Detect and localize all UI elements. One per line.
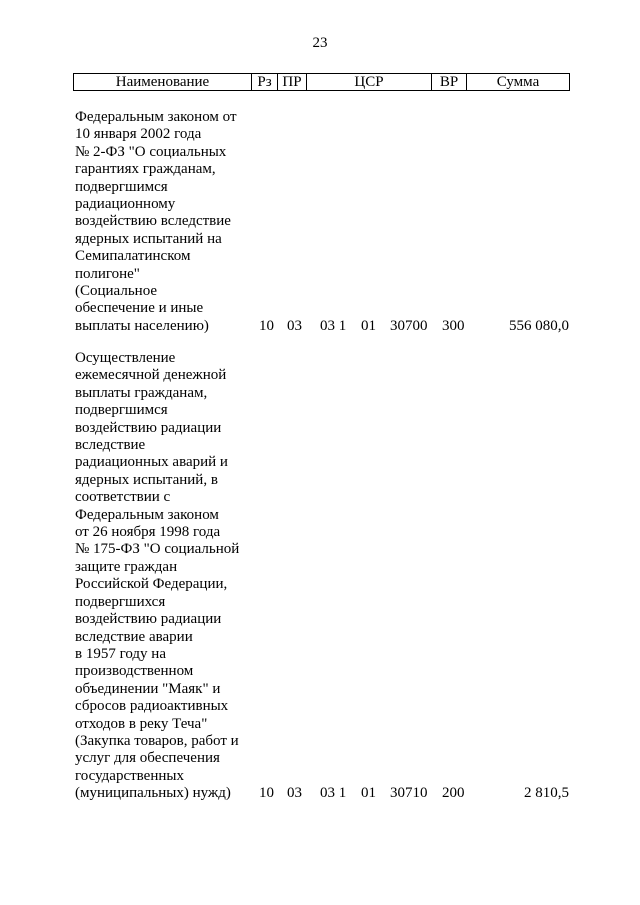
name-line: ядерных испытаний на [75,230,222,247]
table-header [73,73,570,91]
header-vr: ВР [432,74,467,90]
name-line: в 1957 году на [75,645,166,662]
row-2-csr-program: 03 1 [320,785,347,801]
name-line: Осуществление [75,350,176,366]
name-line: (муниципальных) нужд) [75,785,231,802]
name-line: обеспечение и иные [75,300,204,317]
name-line: отходов в реку Теча" [75,715,208,732]
row-2-csr-subprogram: 01 [361,785,376,801]
name-line: вследствие аварии [75,628,193,645]
name-line: (Социальное [75,283,158,300]
row-2-vr: 200 [442,785,465,801]
row-1-csr-subprogram: 01 [361,318,376,334]
row-1-csr-program: 03 1 [320,318,347,334]
name-line: № 175-ФЗ "О социальной [75,541,240,558]
name-line: сбросов радиоактивных [75,698,229,715]
name-line: 10 января 2002 года [75,126,202,143]
name-line: вследствие [75,437,146,454]
header-pr: ПР [278,74,307,90]
name-line: услуг для обеспечения [75,750,220,767]
row-1-rz: 10 [259,318,274,334]
name-line: гарантиях гражданам, [75,161,216,178]
name-line: (Закупка товаров, работ и [75,732,239,749]
name-line: объединении "Маяк" и [75,680,221,697]
name-line: подвергшимся [75,402,168,419]
name-line: от 26 ноября 1998 года [75,524,221,541]
name-line: защите граждан [75,558,178,575]
name-line: воздействию вследствие [75,213,231,230]
name-line: подвергшимся [75,178,168,195]
name-line: государственных [75,767,184,784]
name-line: Федеральным законом [75,506,219,523]
row-2-pr: 03 [287,785,302,801]
name-line: производственном [75,663,194,680]
row-1-sum: 556 080,0 [509,318,569,334]
row-1-csr-direction: 30700 [390,318,428,334]
name-line: № 2-ФЗ "О социальных [75,143,227,160]
row-1-name [75,109,250,335]
name-line: воздействию радиации [75,419,222,436]
header-rz: Рз [252,74,278,90]
name-line: Семипалатинском [75,248,191,265]
name-line: подвергшихся [75,593,166,610]
row-2-rz: 10 [259,785,274,801]
name-line: полигоне" [75,265,140,282]
row-2-csr-direction: 30710 [390,785,428,801]
header-sum: Сумма [496,74,540,90]
name-line: ежемесячной денежной [75,367,227,384]
name-line: воздействию радиации [75,611,222,628]
row-2-sum: 2 810,5 [524,785,569,801]
row-1-vr: 300 [442,318,465,334]
name-line: радиационных аварий и [75,454,228,471]
name-line: Федеральным законом от [75,109,237,125]
header-csr: ЦСР [307,74,432,90]
name-line: выплаты населению) [75,317,209,334]
name-line: выплаты гражданам, [75,384,208,401]
name-line: радиационному [75,196,176,213]
page-number: 23 [312,35,328,51]
name-line: ядерных испытаний, в [75,471,218,488]
name-line: Российской Федерации, [75,576,228,593]
row-2-name [75,350,250,803]
name-line: соответствии с [75,489,171,506]
header-name: Наименование [74,74,252,90]
row-1-pr: 03 [287,318,302,334]
